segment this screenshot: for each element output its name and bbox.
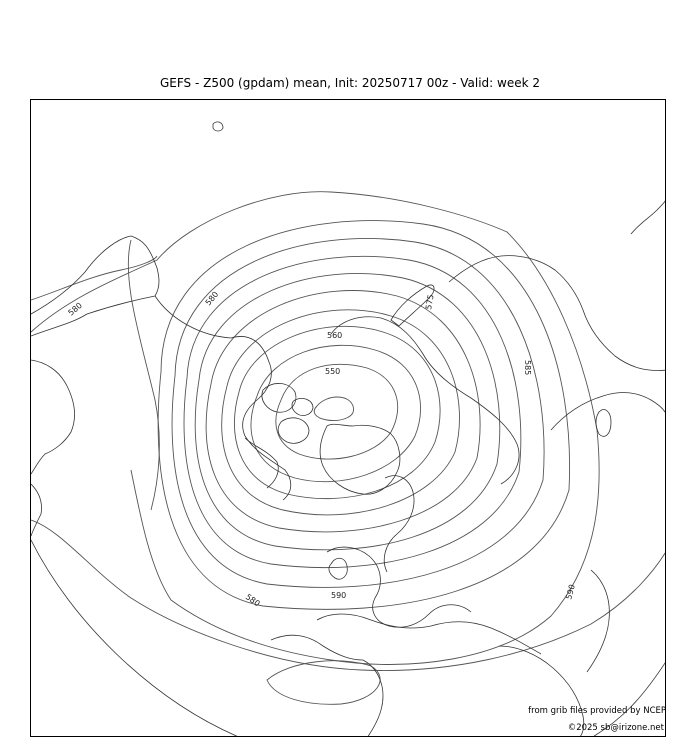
contour-label: 580 — [66, 300, 84, 318]
coast-india — [587, 570, 609, 672]
map-title: GEFS - Z500 (gpdam) mean, Init: 20250717 00z - Valid: week 2 — [159, 76, 541, 90]
coast-hudson — [245, 438, 278, 488]
contour-lines — [31, 192, 666, 705]
coast-north-america — [31, 236, 159, 336]
contour-labels — [67, 290, 577, 609]
contour-565 — [195, 273, 500, 549]
contour-580 — [158, 221, 569, 610]
contour-label: 585 — [523, 360, 532, 376]
coastlines — [31, 122, 666, 737]
map-frame — [30, 99, 666, 737]
contour-580-south — [267, 661, 380, 705]
contour-555 — [222, 310, 460, 515]
coast-uk — [329, 558, 347, 579]
contour-label: 590 — [331, 591, 347, 600]
contour-label: 580 — [243, 592, 262, 609]
coast-mediterranean — [317, 614, 541, 654]
map-canvas — [31, 100, 666, 737]
domain-edge — [31, 540, 241, 737]
contour-label: 575 — [424, 293, 436, 311]
contour-low-center — [314, 397, 353, 420]
contour-label: 580 — [203, 289, 221, 308]
coast-kamchatka — [631, 196, 666, 234]
contour-label: 560 — [327, 331, 343, 340]
coast-lake-baikal — [596, 410, 611, 437]
contour-580-nw — [31, 256, 157, 300]
coast-island-n1 — [213, 122, 223, 131]
contour-label: 590 — [564, 583, 577, 601]
coast-siberia — [449, 256, 666, 371]
contour-label: 550 — [325, 367, 341, 376]
coast-asia-east — [551, 393, 666, 430]
contour-550 — [234, 326, 440, 498]
contour-585 — [31, 192, 599, 665]
coast-arctic-islands-1 — [278, 418, 309, 443]
coast-africa — [271, 635, 383, 737]
contour-590-west — [128, 240, 159, 510]
copyright-credit: ©2025 sb@irizone.net — [567, 723, 664, 733]
data-source-credit: from grib files provided by NCEP — [528, 706, 666, 716]
coast-aleutian — [31, 484, 42, 536]
coast-alaska-west — [31, 360, 74, 474]
